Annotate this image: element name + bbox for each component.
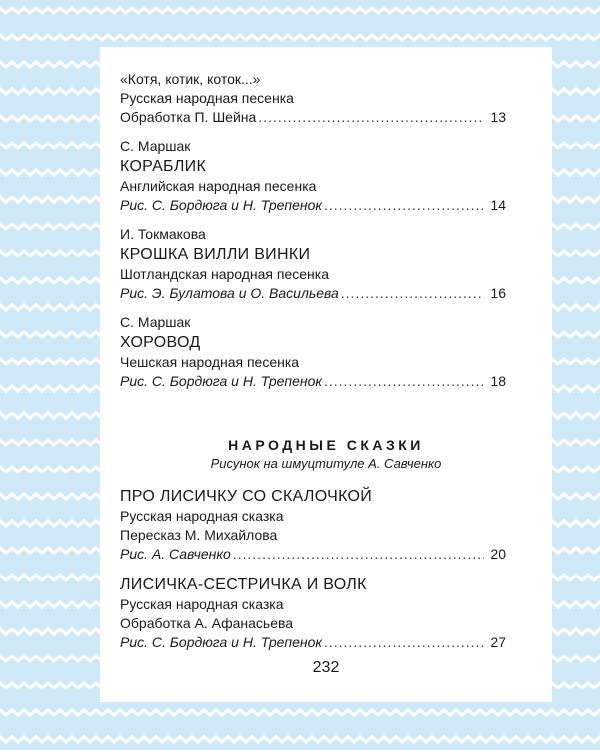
toc-entry[interactable] [120,313,506,391]
toc-entry[interactable] [120,70,506,127]
entry-title: КОРАБЛИК [120,158,207,175]
section-subtitle: Рисунок на шмуцтитуле А. Савченко [210,456,442,471]
entry-title: ЛИСИЧКА-СЕСТРИЧКА И ВОЛК [120,576,367,593]
toc-entry[interactable] [120,137,506,215]
entry-credit: Рис. С. Бордюга и Н. Трепенок [120,373,322,389]
entry-title: «Котя, котик, коток...» [120,71,261,87]
entry-subtitle: Русская народная песенка [120,90,294,106]
entry-page-number: 18 [490,373,506,389]
entry-credit-row [120,633,506,652]
entry-subtitle: Обработка А. Афанасьева [120,615,294,631]
page-number: 232 [312,659,340,676]
contents-list-songs [120,70,506,401]
entry-page-number: 16 [490,285,506,301]
entry-title: ПРО ЛИСИЧКУ СО СКАЛОЧКОЙ [120,488,373,505]
entry-subtitle: Русская народная сказка [120,596,284,612]
entry-credit: Рис. С. Бордюга и Н. Трепенок [120,634,322,650]
entry-credit: Рис. Э. Булатова и О. Васильева [120,285,339,301]
dot-leader [258,108,484,127]
entry-page-number: 20 [490,546,506,562]
dot-leader [324,633,484,652]
entry-credit-row [120,372,506,391]
toc-entry[interactable] [120,574,506,652]
entry-subtitle: Английская народная песенка [120,178,317,194]
entry-credit-row [120,545,506,564]
contents-list-tales [120,486,506,662]
dot-leader [324,196,484,215]
entry-credit-row [120,284,506,303]
section-heading [100,435,552,473]
entry-credit: Рис. А. Савченко [120,546,231,562]
entry-subtitle: Пересказ М. Михайлова [120,527,278,543]
entry-author: С. Маршак [120,314,191,330]
entry-subtitle: Шотландская народная песенка [120,266,330,282]
entry-author: С. Маршак [120,138,191,154]
table-of-contents-page [100,47,552,702]
entry-title: ХОРОВОД [120,334,201,351]
entry-page-number: 14 [490,197,506,213]
entry-subtitle: Чешская народная песенка [120,354,300,370]
entry-title: КРОШКА ВИЛЛИ ВИНКИ [120,246,311,263]
dot-leader [233,545,484,564]
entry-page-number: 27 [490,634,506,650]
entry-credit-row [120,196,506,215]
dot-leader [341,284,484,303]
entry-credit: Рис. С. Бордюга и Н. Трепенок [120,197,322,213]
entry-subtitle: Русская народная сказка [120,508,284,524]
toc-entry[interactable] [120,225,506,303]
entry-credit-row [120,108,506,127]
dot-leader [324,372,484,391]
toc-entry[interactable] [120,486,506,564]
section-title: НАРОДНЫЕ СКАЗКИ [228,437,424,453]
entry-author: И. Токмакова [120,226,206,242]
entry-page-number: 13 [490,109,506,125]
entry-credit: Обработка П. Шейна [120,109,257,125]
